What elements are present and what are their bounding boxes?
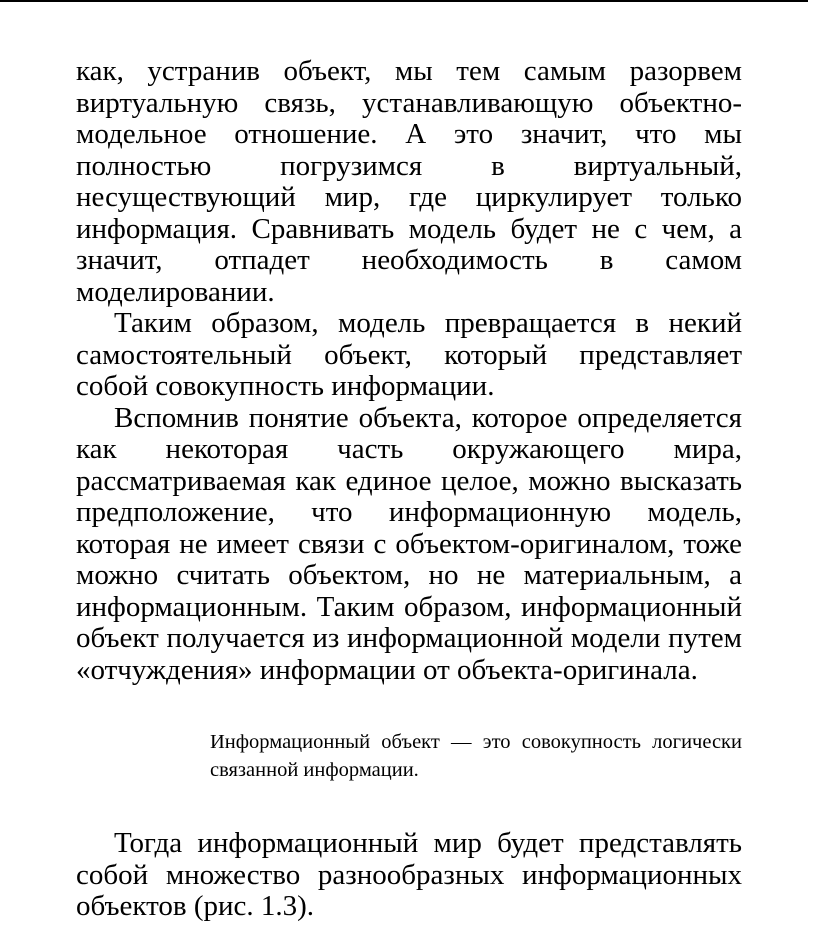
document-page — [76, 56, 742, 923]
top-rule — [0, 0, 808, 2]
paragraph-information-world: Тогда информационный мир будет представлять собой множество разнообразных информационных объектов (рис. 1.3). — [76, 827, 742, 922]
paragraph-model-object: Таким образом, модель превращается в некий самостоятельный объект, который представляет собой совокупность информации. — [76, 307, 742, 402]
paragraph-information-object: Вспомнив понятие объекта, которое определяется как некоторая часть окружающего мира, рассматриваемая как единое целое, можно высказать предположение, что информационную модель, которая не имеет связи с объектом-оригиналом, тоже можно считать объектом, но не материальным, а информационным. Таким образом, информационный объект получается из информационной модели путем «отчуждения» информации от объекта-оригинала. — [76, 401, 742, 686]
paragraph-continued: как, устранив объект, мы тем самым разорвем виртуальную связь, устанавливающую объектно-модельное отношение. А это значит, что мы полностью погрузимся в виртуальный, несуществующий мир, где циркулирует только информация. Сравнивать модель будет не с чем, а значит, отпадет необходимость в самом моделировании. — [76, 55, 742, 308]
definition-block: Информационный объект — это совокупность логически связанной информации. — [210, 731, 742, 781]
